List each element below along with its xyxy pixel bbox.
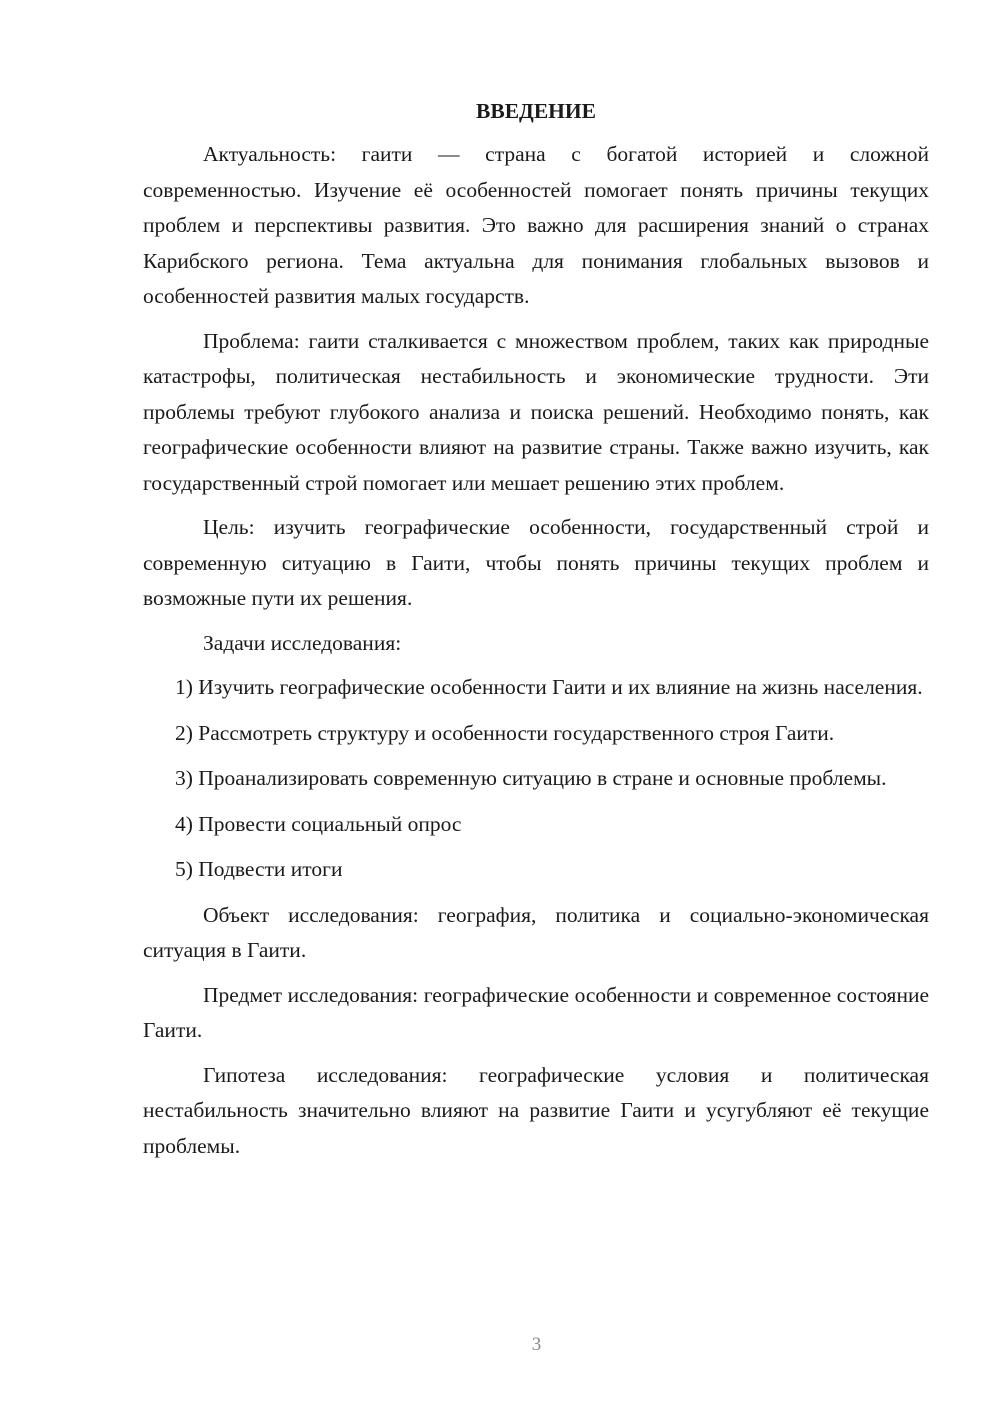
page-number: 3 — [531, 1334, 542, 1355]
page-title: ВВЕДЕНИЕ — [476, 99, 596, 123]
task-item: 3) Проанализировать современную ситуацию в стране и основные проблемы. — [175, 766, 887, 790]
task-item: 2) Рассмотреть структуру и особенности государственного строя Гаити. — [175, 720, 835, 745]
object-paragraph: Объект исследования: география, политика и социально-экономическая ситуация в Гаити. — [143, 902, 929, 962]
task-item: 1) Изучить географические особенности Гаити и их влияние на жизнь населения. — [175, 675, 923, 699]
relevance-paragraph: Актуальность: гаити — страна с богатой историей и сложной современностью. Изучение её особенностей помогает понять причины текущих проблем и перспективы развития. Это важно для расширения знаний о странах Карибского региона. Тема актуальна для понимания глобальных вызовов и особенностей развития малых государств. — [143, 142, 929, 308]
subject-paragraph: Предмет исследования: географические особенности и современное состояние Гаити. — [143, 982, 929, 1042]
tasks-list — [143, 670, 929, 888]
tasks-title: Задачи исследования: — [203, 630, 402, 655]
task-item: 5) Подвести итоги — [175, 857, 343, 881]
document-page — [143, 95, 929, 1173]
task-item: 4) Провести социальный опрос — [175, 811, 462, 836]
hypothesis-paragraph: Гипотеза исследования: географические условия и политическая нестабильность значительно влияют на развитие Гаити и усугубляют её текущие проблемы. — [143, 1062, 929, 1158]
goal-paragraph: Цель: изучить географические особенности, государственный строй и современную ситуацию в Гаити, чтобы понять причины текущих проблем и возможные пути их решения. — [143, 515, 929, 610]
problem-paragraph: Проблема: гаити сталкивается с множеством проблем, таких как природные катастрофы, политическая нестабильность и экономические трудности. Эти проблемы требуют глубокого анализа и поиска решений. Необходимо понять, как географические особенности влияют на развитие страны. Также важно изучить, как государственный строй помогает или мешает решению этих проблем. — [143, 328, 929, 495]
